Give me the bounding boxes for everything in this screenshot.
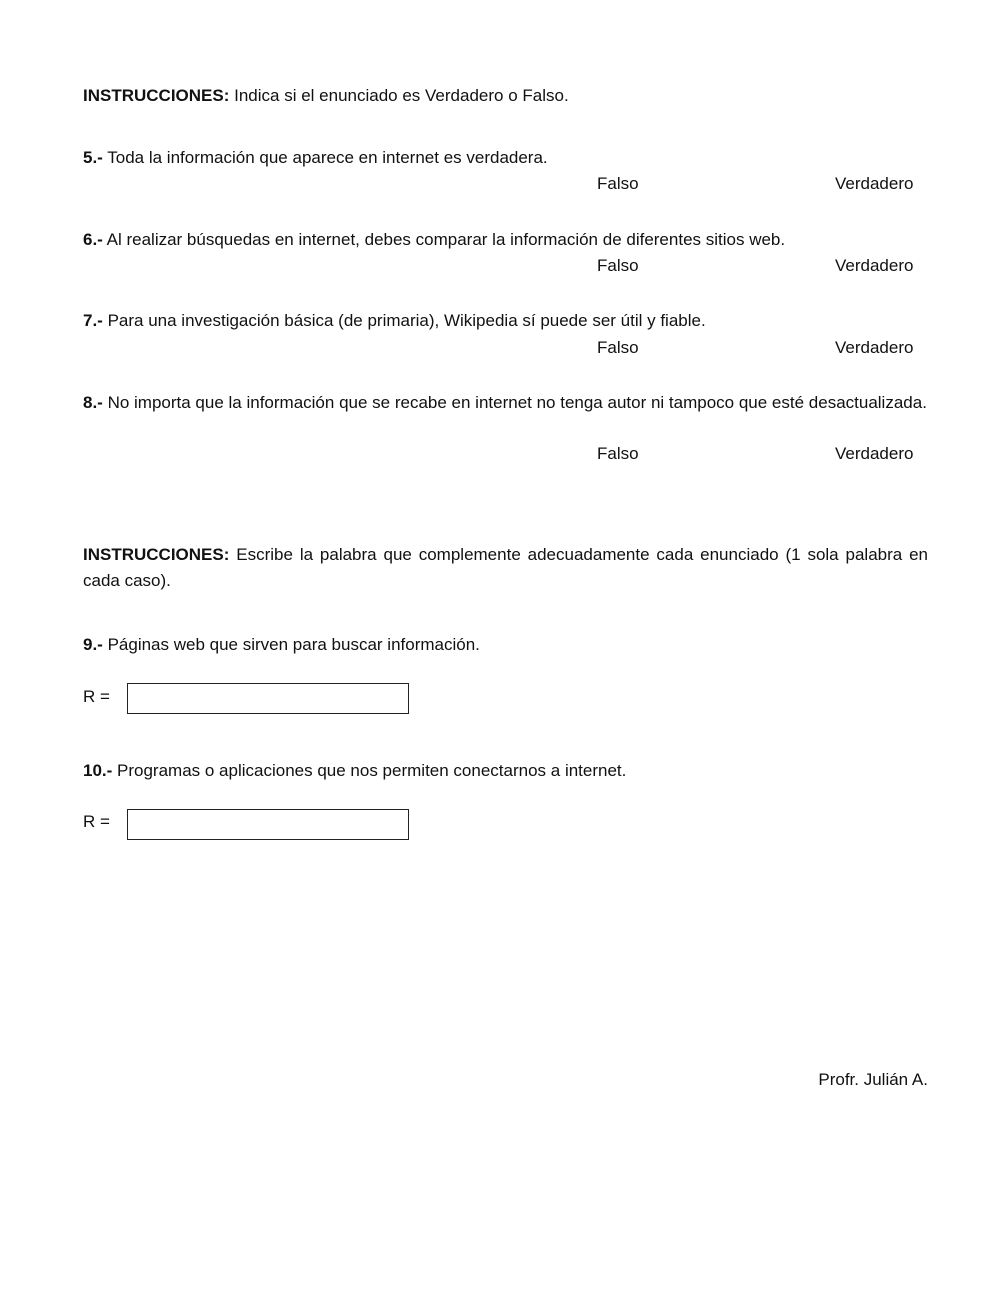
question-text: Páginas web que sirven para buscar información. [102,635,480,654]
q9-answer-label: R = [83,687,110,706]
question-9 [83,632,928,658]
question-10 [83,758,928,784]
question-number: 5.- [83,148,103,167]
instructions-true-false [83,83,928,109]
question-8 [83,390,928,416]
instructions-fill-in [83,542,928,594]
q5-option-verdadero[interactable]: Verdadero [835,174,914,193]
q7-option-falso[interactable]: Falso [597,338,639,357]
question-text: Para una investigación básica (de primaria), Wikipedia sí puede ser útil y fiable. [102,311,706,330]
question-number: 9.- [83,635,103,654]
q10-answer-input[interactable] [127,809,409,840]
q6-option-falso[interactable]: Falso [597,256,639,275]
question-6 [83,227,928,253]
question-number: 8.- [83,393,103,412]
q8-option-verdadero[interactable]: Verdadero [835,444,914,463]
question-number: 10.- [83,761,113,780]
question-text: Al realizar búsquedas en internet, debes comparar la información de diferentes sitios web. [102,230,786,249]
question-5 [83,145,928,171]
q7-option-verdadero[interactable]: Verdadero [835,338,914,357]
question-text: Toda la información que aparece en internet es verdadera. [102,148,548,167]
instructions-label: INSTRUCCIONES: [83,545,230,564]
question-text: Programas o aplicaciones que nos permiten conectarnos a internet. [112,761,627,780]
q10-answer-label: R = [83,812,110,831]
q9-answer-input[interactable] [127,683,409,714]
question-number: 7.- [83,311,103,330]
q6-option-verdadero[interactable]: Verdadero [835,256,914,275]
instructions-text: Indica si el enunciado es Verdadero o Falso. [229,86,569,105]
question-number: 6.- [83,230,103,249]
q5-option-falso[interactable]: Falso [597,174,639,193]
question-7 [83,308,928,334]
question-text: No importa que la información que se recabe en internet no tenga autor ni tampoco que esté desactualizada. [102,393,927,412]
instructions-text: Escribe la palabra que complemente adecuadamente cada enunciado (1 sola palabra en cada caso). [83,545,928,590]
instructions-label: INSTRUCCIONES: [83,86,230,105]
author-signature: Profr. Julián A. [818,1070,928,1089]
q8-option-falso[interactable]: Falso [597,444,639,463]
